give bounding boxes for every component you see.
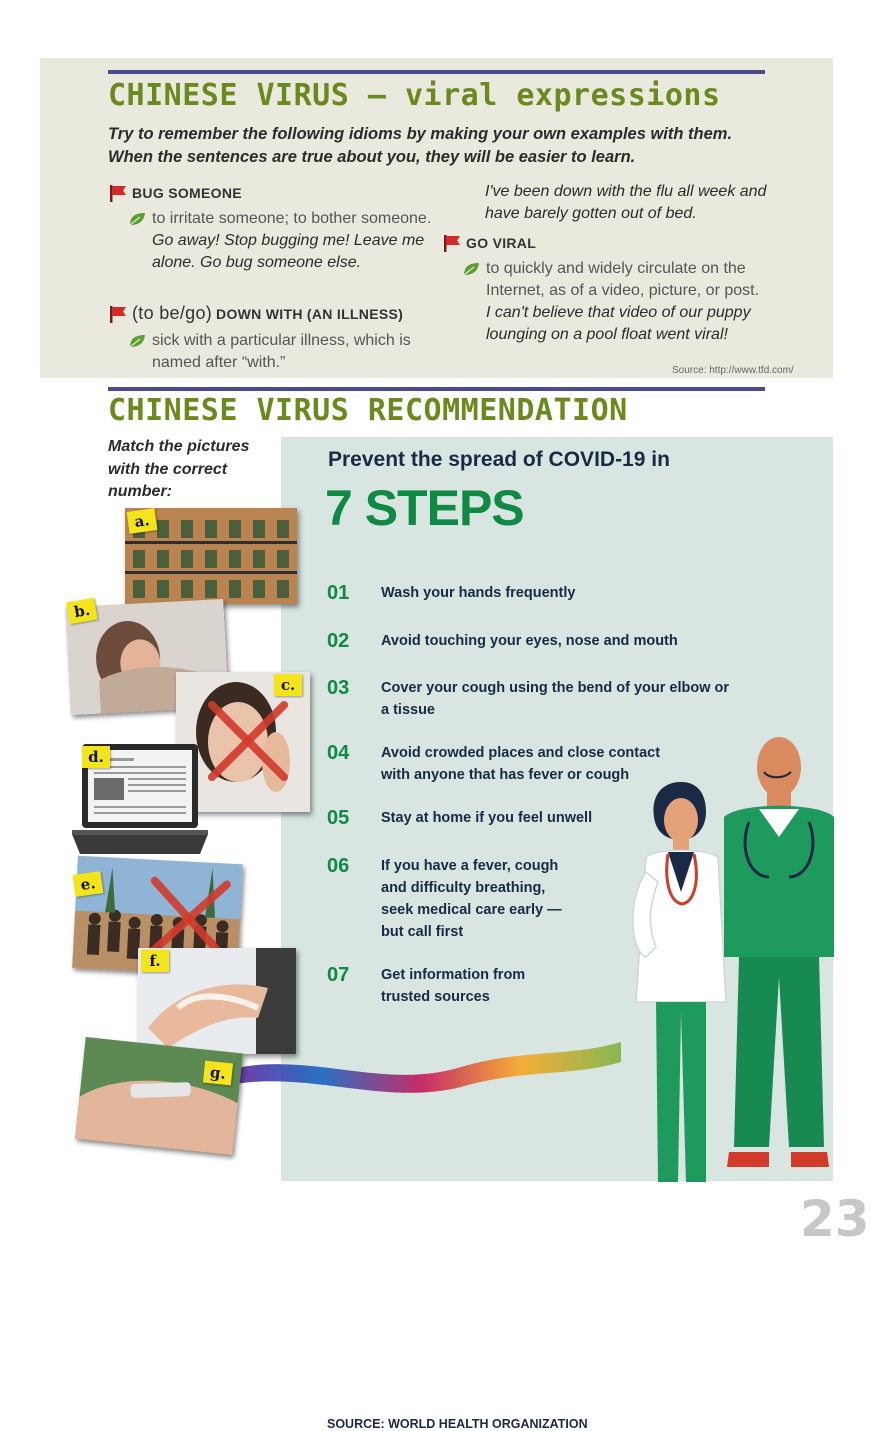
photo-label-f: f.: [141, 950, 169, 972]
flag-icon: [442, 234, 462, 252]
idiom-entry-bug-someone: [108, 184, 438, 274]
photo-label-d: d.: [82, 746, 110, 768]
photo-label-g: g.: [203, 1061, 233, 1086]
step-item: [327, 964, 577, 1008]
idiom-example: I've been down with the flu all week and have barely gotten out of bed.: [485, 183, 767, 222]
step-text: Cover your cough using the bend of your elbow or a tissue: [381, 680, 730, 718]
step-text: If you have a fever, cough and difficulty breathing, seek medical care early — but call first: [381, 858, 562, 940]
nurse-illustration: [709, 727, 834, 1177]
step-item: [327, 582, 687, 604]
step-number: 01: [327, 582, 350, 604]
step-item: [327, 677, 737, 721]
step-item: [327, 807, 657, 829]
flag-icon: [108, 305, 128, 323]
idiom-term: BUG SOMEONE: [132, 185, 242, 201]
step-text: Avoid touching your eyes, nose and mouth: [381, 633, 678, 649]
leaf-icon: [128, 212, 146, 226]
source-tfd: Source: http://www.tfd.com/: [672, 365, 794, 376]
leaf-icon: [462, 262, 480, 276]
step-number: 05: [327, 807, 350, 829]
idiom-example: I can't believe that video of our puppy lounging on a pool float went viral!: [486, 304, 751, 343]
idiom-definition: to irritate someone; to bother someone.: [152, 210, 432, 227]
section-rule-top: [108, 70, 765, 74]
step-number: 04: [327, 742, 350, 764]
idiom-term: GO VIRAL: [466, 235, 537, 251]
step-item: [327, 855, 577, 943]
idiom-entry-down-with: [108, 303, 448, 374]
step-text: Get information from trusted sources: [381, 967, 526, 1005]
photo-label-b: b.: [66, 598, 97, 625]
who-source: SOURCE: WORLD HEALTH ORGANIZATION: [327, 1417, 588, 1431]
idioms-intro: Try to remember the following idioms by making your own examples with them. When the sentences are true about you, they will be easier to learn.: [108, 125, 733, 166]
idiom-entry-go-viral: [442, 234, 792, 346]
idiom-example: Go away! Stop bugging me! Leave me alone. Go bug someone else.: [152, 232, 425, 271]
poster-subtitle: Prevent the spread of COVID-19 in: [328, 448, 670, 471]
idiom-definition: sick with a particular illness, which is named after “with.”: [152, 332, 411, 371]
phone-in-hand-image: [75, 1037, 243, 1155]
step-item: [327, 630, 747, 652]
idiom-definition: to quickly and widely circulate on the Internet, as of a video, picture, or post.: [486, 260, 760, 299]
section-rule-middle: [108, 387, 765, 391]
who-poster: [281, 437, 833, 1431]
flag-icon: [108, 184, 128, 202]
leaf-icon: [128, 334, 146, 348]
step-number: 02: [327, 630, 350, 652]
step-item: [327, 742, 707, 786]
photo-label-a: a.: [127, 508, 158, 534]
step-number: 03: [327, 677, 350, 699]
step-number: 07: [327, 964, 350, 986]
idiom-prefix: (to be/go): [132, 303, 213, 323]
recommendation-title: CHINESE VIRUS RECOMMENDATION: [108, 393, 628, 428]
page-number: 23: [800, 1190, 870, 1248]
match-instruction: Match the pictures with the correct number:: [108, 438, 250, 500]
photo-label-e: e.: [73, 871, 104, 897]
step-text: Wash your hands frequently: [381, 585, 576, 601]
step-text: Avoid crowded places and close contact with anyone that has fever or cough: [381, 745, 661, 783]
step-number: 06: [327, 855, 350, 877]
photo-g-phone: [75, 1037, 243, 1155]
step-text: Stay at home if you feel unwell: [381, 810, 593, 826]
poster-headline: 7 STEPS: [325, 480, 524, 536]
idioms-title: CHINESE VIRUS – viral expressions: [108, 78, 721, 113]
photo-label-c: c.: [274, 674, 302, 696]
idiom-term: DOWN WITH (AN ILLNESS): [216, 305, 404, 322]
